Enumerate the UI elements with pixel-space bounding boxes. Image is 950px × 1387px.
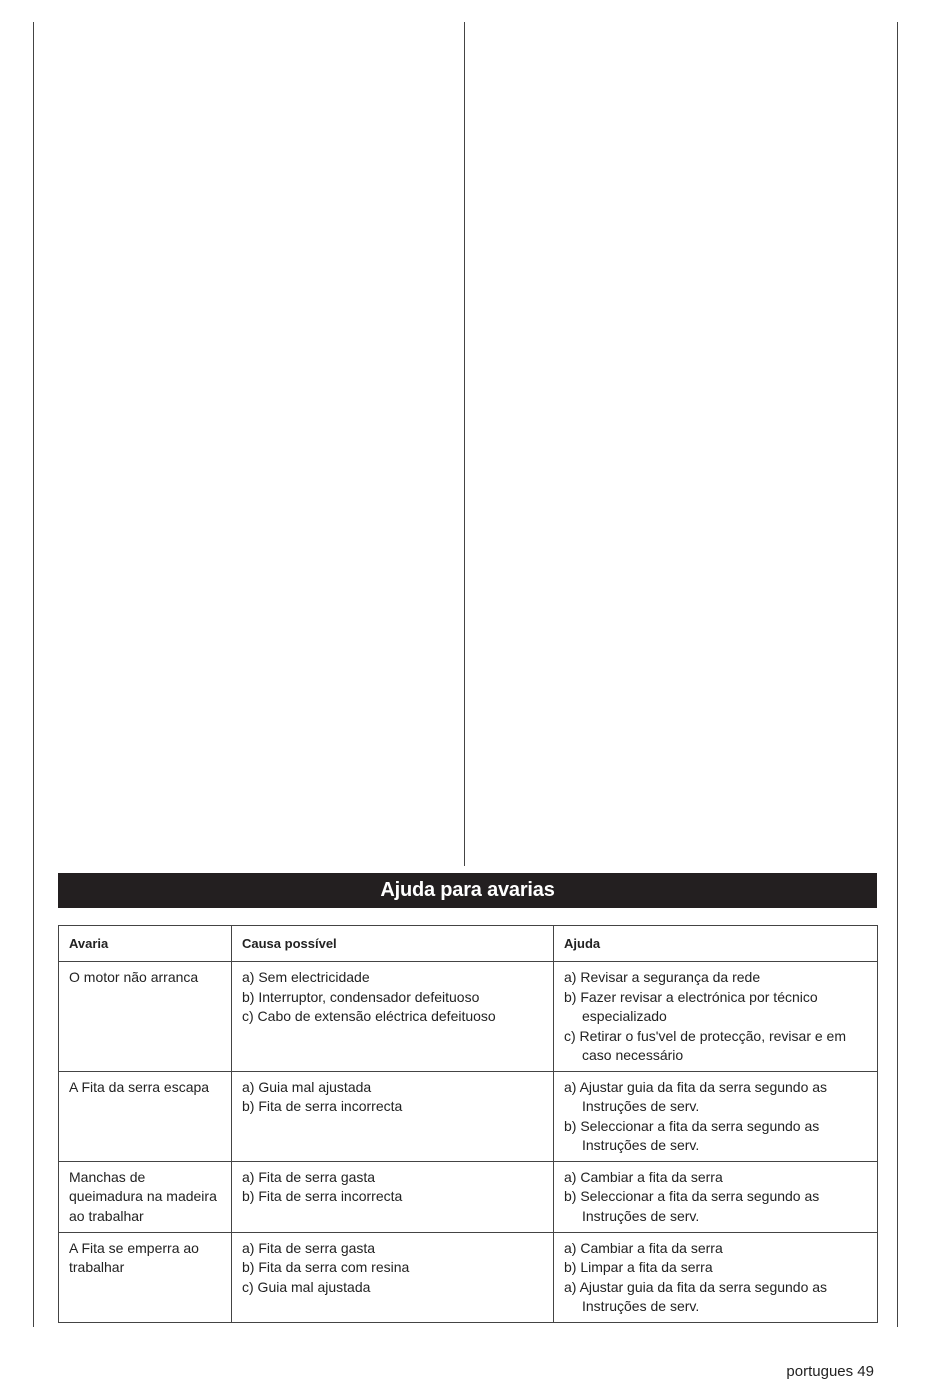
problem-cell [59, 962, 232, 1072]
cause-item: a) Fita de serra gasta [242, 1239, 376, 1256]
problem-cell [59, 1071, 232, 1161]
table-row [59, 1232, 878, 1322]
remedy-item: b) Seleccionar a fita da serra segundo as Instruções de serv. [564, 1188, 820, 1224]
remedy-item: b) Limpar a fita da serra [564, 1259, 713, 1275]
problem-cell [59, 1232, 232, 1322]
remedy-item: c) Retirar o fus'vel de protecção, revisar e em caso necessário [564, 1027, 847, 1063]
problem-text: Manchas de queimadura na madeira ao trabalhar [69, 1168, 217, 1224]
left-column-rule [33, 22, 34, 1327]
problem-text: A Fita se emperra ao trabalhar [69, 1239, 199, 1275]
cause-item: a) Guia mal ajustada [242, 1078, 372, 1095]
remedy-cell [554, 962, 878, 1072]
remedy-item: a) Ajustar guia da fita da serra segundo as Instruções de serv. [564, 1278, 828, 1314]
center-column-rule [464, 22, 465, 866]
column-header-problem: Avaria [59, 926, 232, 962]
cause-item: b) Interruptor, condensador defeituoso [242, 988, 480, 1005]
cause-cell [232, 962, 554, 1072]
remedy-item: a) Ajustar guia da fita da serra segundo as Instruções de serv. [564, 1078, 828, 1114]
problem-text: O motor não arranca [69, 969, 199, 985]
problem-text: A Fita da serra escapa [69, 1078, 210, 1095]
remedy-cell [554, 1232, 878, 1322]
cause-item: b) Fita de serra incorrecta [242, 1188, 403, 1204]
remedy-item: a) Revisar a segurança da rede [564, 969, 761, 985]
section-title-banner [58, 873, 877, 908]
remedy-cell [554, 1071, 878, 1161]
table-header-row [59, 926, 878, 962]
column-header-cause: Causa possível [232, 926, 554, 962]
problem-cell [59, 1161, 232, 1232]
right-column-rule [897, 22, 898, 1327]
cause-cell [232, 1161, 554, 1232]
cause-item: a) Sem electricidade [242, 969, 370, 985]
column-header-remedy: Ajuda [554, 926, 878, 962]
remedy-item: a) Cambiar a fita da serra [564, 1239, 723, 1256]
page-footer [786, 1363, 874, 1380]
cause-item: c) Cabo de extensão eléctrica defeituoso [242, 1008, 496, 1024]
table-row [59, 962, 878, 1072]
table-row [59, 1071, 878, 1161]
section-title: Ajuda para avarias [380, 879, 555, 901]
remedy-cell [554, 1161, 878, 1232]
table-row [59, 1161, 878, 1232]
cause-item: b) Fita de serra incorrecta [242, 1098, 403, 1114]
troubleshooting-table [58, 925, 878, 1323]
cause-item: a) Fita de serra gasta [242, 1168, 376, 1185]
cause-cell [232, 1071, 554, 1161]
remedy-item: a) Cambiar a fita da serra [564, 1168, 723, 1185]
remedy-item: b) Fazer revisar a electrónica por técnico especializado [564, 988, 818, 1024]
cause-cell [232, 1232, 554, 1322]
cause-item: c) Guia mal ajustada [242, 1278, 371, 1295]
remedy-item: b) Seleccionar a fita da serra segundo as Instruções de serv. [564, 1117, 820, 1153]
cause-item: b) Fita da serra com resina [242, 1259, 410, 1275]
page-number-label: portugues 49 [786, 1363, 874, 1380]
